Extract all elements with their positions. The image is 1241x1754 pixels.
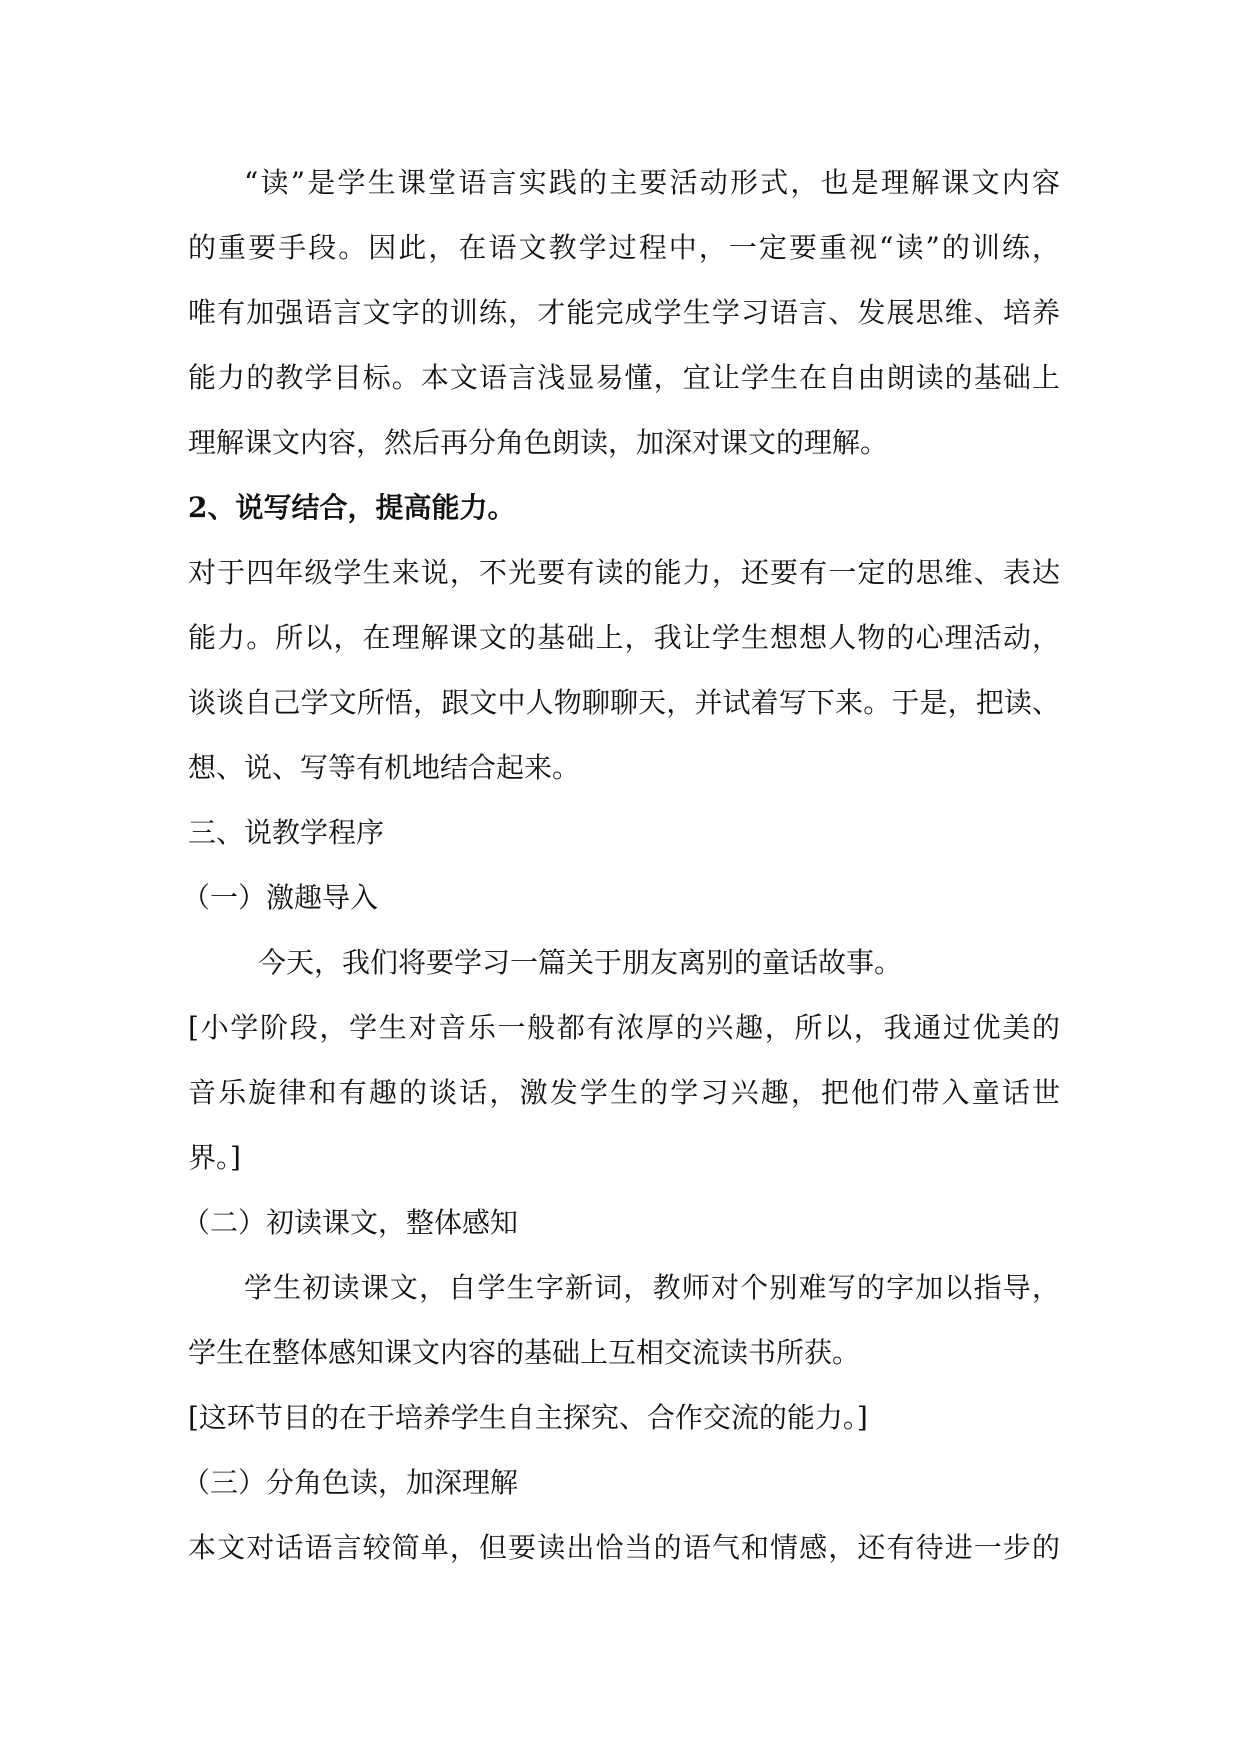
paragraph-reading-line-4: 能力的教学目标。本文语言浅显易懂，宜让学生在自由朗读的基础上: [188, 361, 1060, 394]
subheading-first-reading: （二）初读课文，整体感知: [182, 1206, 519, 1239]
subheading-introduction: （一）激趣导入: [182, 881, 379, 914]
note-introduction-line-2: 音乐旋律和有趣的谈话，激发学生的学习兴趣，把他们带入童话世: [188, 1076, 1060, 1109]
paragraph-introduction: 今天，我们将要学习一篇关于朋友离别的童话故事。: [258, 946, 903, 979]
note-first-reading: [这环节目的在于培养学生自主探究、合作交流的能力。]: [188, 1401, 868, 1434]
paragraph-speaking-line-1: 对于四年级学生来说，不光要有读的能力，还要有一定的思维、表达: [188, 556, 1060, 589]
paragraph-speaking-line-2: 能力。所以，在理解课文的基础上，我让学生想想人物的心理活动，: [188, 621, 1060, 654]
subheading-role-reading: （三）分角色读，加深理解: [182, 1466, 519, 1499]
paragraph-speaking-line-4: 想、说、写等有机地结合起来。: [188, 751, 581, 784]
section-heading-teaching-procedure: 三、说教学程序: [188, 816, 385, 849]
paragraph-first-reading-line-1: 学生初读课文，自学生字新词，教师对个别难写的字加以指导，: [244, 1271, 1060, 1304]
paragraph-reading-line-3: 唯有加强语言文字的训练，才能完成学生学习语言、发展思维、培养: [188, 296, 1060, 329]
paragraph-reading-line-2: 的重要手段。因此，在语文教学过程中，一定要重视“读”的训练，: [188, 231, 1060, 264]
note-introduction-line-1: [小学阶段，学生对音乐一般都有浓厚的兴趣，所以，我通过优美的: [188, 1011, 1060, 1044]
paragraph-speaking-line-3: 谈谈自己学文所悟，跟文中人物聊聊天，并试着写下来。于是，把读、: [188, 686, 1060, 719]
paragraph-first-reading-line-2: 学生在整体感知课文内容的基础上互相交流读书所获。: [188, 1336, 861, 1369]
paragraph-reading-line-5: 理解课文内容，然后再分角色朗读，加深对课文的理解。: [188, 426, 889, 459]
document-body: [182, 150, 1060, 1580]
paragraph-reading-line-1: “读”是学生课堂语言实践的主要活动形式，也是理解课文内容: [244, 166, 1060, 199]
section-heading-speaking-writing: 2、说写结合，提高能力。: [188, 491, 516, 524]
note-introduction-line-3: 界。]: [188, 1141, 241, 1174]
paragraph-role-reading-line-1: 本文对话语言较简单，但要读出恰当的语气和情感，还有待进一步的: [188, 1531, 1060, 1564]
